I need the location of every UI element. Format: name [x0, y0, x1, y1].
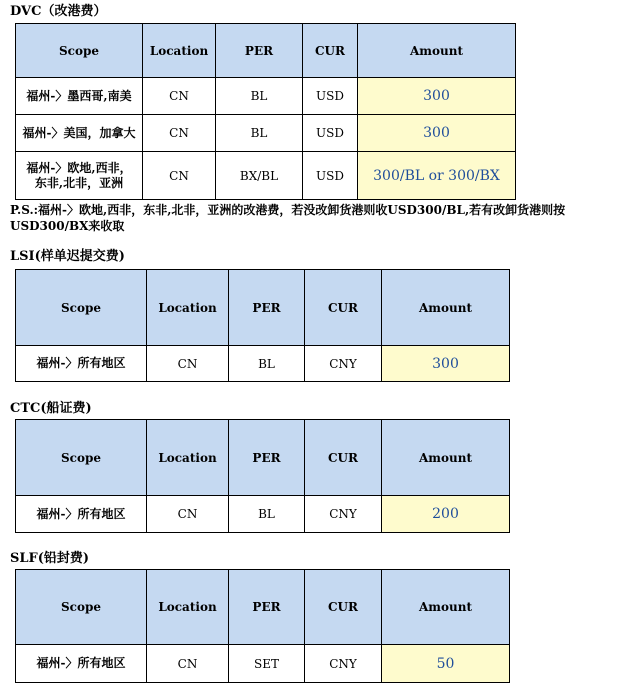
header-per: PER	[229, 420, 305, 496]
cur-cell: USD	[303, 115, 358, 152]
header-per: PER	[229, 270, 305, 346]
header-amount: Amount	[382, 270, 510, 346]
lsi-table	[15, 269, 510, 382]
header-cur: CUR	[305, 570, 382, 645]
header-location: Location	[147, 270, 229, 346]
amount-cell: 300	[358, 78, 516, 115]
table-header-row	[16, 570, 510, 645]
section-title-ctc: CTC(船证费)	[10, 401, 92, 416]
header-per: PER	[229, 570, 305, 645]
slf-table	[15, 569, 510, 683]
scope-cell: 福州-〉所有地区	[16, 346, 147, 382]
table-header-row	[16, 24, 516, 78]
scope-cell: 福州-〉美国，加拿大	[16, 115, 143, 152]
section-title-dvc: DVC（改港费）	[10, 4, 107, 19]
cur-cell: USD	[303, 152, 358, 200]
header-per: PER	[216, 24, 303, 78]
location-cell: CN	[147, 645, 229, 683]
per-cell: BL	[229, 346, 305, 382]
header-location: Location	[143, 24, 216, 78]
amount-cell: 300/BL or 300/BX	[358, 152, 516, 200]
table-row	[16, 645, 510, 683]
dvc-table	[15, 23, 516, 200]
location-cell: CN	[143, 115, 216, 152]
amount-cell: 300	[382, 346, 510, 382]
scope-cell: 福州-〉欧地,西非，东非,北非，亚洲	[16, 152, 143, 200]
header-location: Location	[147, 570, 229, 645]
table-row	[16, 152, 516, 200]
header-scope: Scope	[16, 270, 147, 346]
ctc-table	[15, 419, 510, 533]
header-cur: CUR	[305, 270, 382, 346]
scope-cell: 福州-〉所有地区	[16, 496, 147, 533]
header-scope: Scope	[16, 570, 147, 645]
cur-cell: CNY	[305, 496, 382, 533]
scope-cell: 福州-〉所有地区	[16, 645, 147, 683]
location-cell: CN	[143, 152, 216, 200]
per-cell: BL	[216, 115, 303, 152]
amount-cell: 300	[358, 115, 516, 152]
dvc-note: P.S.:福州-〉欧地,西非，东非,北非，亚洲的改港费，若没改卸货港则收USD300/BL,若有改卸货港则按USD300/BX来收取	[10, 203, 566, 233]
location-cell: CN	[147, 346, 229, 382]
table-row	[16, 115, 516, 152]
table-header-row	[16, 270, 510, 346]
table-row	[16, 496, 510, 533]
per-cell: BX/BL	[216, 152, 303, 200]
table-header-row	[16, 420, 510, 496]
table-row	[16, 78, 516, 115]
per-cell: BL	[229, 496, 305, 533]
amount-cell: 200	[382, 496, 510, 533]
header-amount: Amount	[358, 24, 516, 78]
per-cell: SET	[229, 645, 305, 683]
header-location: Location	[147, 420, 229, 496]
table-row	[16, 346, 510, 382]
header-cur: CUR	[303, 24, 358, 78]
header-amount: Amount	[382, 570, 510, 645]
cur-cell: CNY	[305, 346, 382, 382]
scope-cell: 福州-〉墨西哥,南美	[16, 78, 143, 115]
header-scope: Scope	[16, 420, 147, 496]
per-cell: BL	[216, 78, 303, 115]
header-scope: Scope	[16, 24, 143, 78]
section-title-lsi: LSI(样单迟提交费)	[10, 249, 125, 264]
location-cell: CN	[147, 496, 229, 533]
amount-cell: 50	[382, 645, 510, 683]
cur-cell: USD	[303, 78, 358, 115]
section-title-slf: SLF(铅封费)	[10, 551, 90, 566]
cur-cell: CNY	[305, 645, 382, 683]
location-cell: CN	[143, 78, 216, 115]
header-amount: Amount	[382, 420, 510, 496]
header-cur: CUR	[305, 420, 382, 496]
